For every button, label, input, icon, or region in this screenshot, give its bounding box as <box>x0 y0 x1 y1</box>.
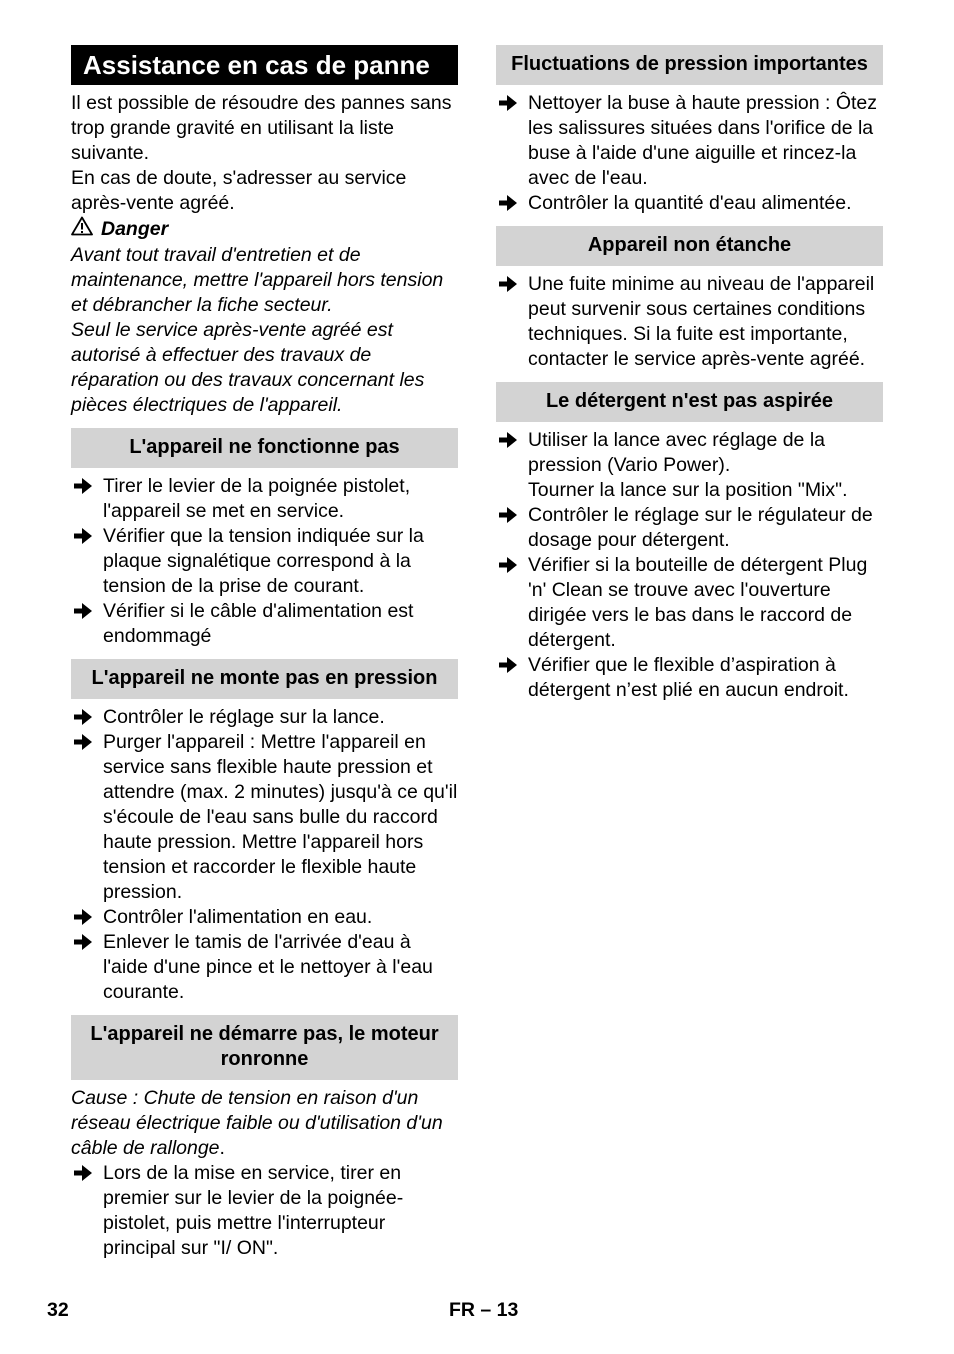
page-number: 32 <box>47 1299 69 1321</box>
arrow-right-icon <box>73 600 93 622</box>
list-item-text: Vérifier que la tension indiquée sur la plaque signalétique correspond à la tension de la prise de courant. <box>103 525 424 597</box>
arrow-right-icon <box>498 654 518 676</box>
arrow-right-icon <box>498 554 518 576</box>
list-item <box>496 91 883 191</box>
arrow-right-icon <box>73 906 93 928</box>
steps-ne-fonctionne-pas <box>71 474 458 649</box>
list-item <box>71 474 458 524</box>
list-item <box>71 730 458 905</box>
list-item <box>71 1161 458 1261</box>
list-item-text: Contrôler la quantité d'eau alimentée. <box>528 192 852 214</box>
arrow-right-icon <box>73 931 93 953</box>
list-item-text: Contrôler le réglage sur le régulateur de dosage pour détergent. <box>528 504 873 551</box>
list-item-text: Vérifier que le flexible d’aspiration à détergent n’est plié en aucun endroit. <box>528 654 849 701</box>
steps-ne-demarre-pas <box>71 1161 458 1261</box>
danger-notice <box>71 216 458 418</box>
section-code: FR – 13 <box>449 1299 519 1321</box>
section-title-fluctuations: Fluctuations de pression importantes <box>496 45 883 85</box>
arrow-right-icon <box>73 475 93 497</box>
list-item-text: Contrôler l'alimentation en eau. <box>103 906 373 928</box>
left-column <box>71 45 458 1261</box>
arrow-right-icon <box>73 706 93 728</box>
steps-detergent <box>496 428 883 703</box>
list-item-text: Enlever le tamis de l'arrivée d'eau à l'aide d'une pince et le nettoyer à l'eau courante. <box>103 931 433 1003</box>
intro-paragraph-1: Il est possible de résoudre des pannes sans trop grande gravité en utilisant la liste suivante. <box>71 92 452 164</box>
arrow-right-icon <box>73 731 93 753</box>
danger-heading <box>71 216 458 243</box>
intro-paragraph-2: En cas de doute, s'adresser au service après-vente agréé. <box>71 167 407 214</box>
list-item-text: Vérifier si le câble d'alimentation est endommagé <box>103 600 414 647</box>
list-item <box>496 191 883 216</box>
list-item <box>496 503 883 553</box>
list-item-text-line2: Tourner la lance sur la position "Mix". <box>528 479 848 501</box>
right-column <box>496 45 883 703</box>
arrow-right-icon <box>498 192 518 214</box>
cause-paragraph <box>71 1086 458 1161</box>
list-item <box>496 428 883 503</box>
list-item <box>71 705 458 730</box>
list-item <box>71 905 458 930</box>
arrow-right-icon <box>73 525 93 547</box>
list-item <box>496 272 883 372</box>
arrow-right-icon <box>498 92 518 114</box>
list-item <box>496 553 883 653</box>
cause-end: . <box>219 1137 225 1159</box>
list-item-text: Tirer le levier de la poignée pistolet, l'appareil se met en service. <box>103 475 411 522</box>
page-title: Assistance en cas de panne <box>71 45 458 85</box>
list-item <box>71 930 458 1005</box>
section-title-ne-fonctionne-pas: L'appareil ne fonctionne pas <box>71 428 458 468</box>
list-item-text: Nettoyer la buse à haute pression : Ôtez les salissures situées dans l'orifice de la buse à l'aide d'une aiguille et rincez-la avec de l'eau. <box>528 92 878 189</box>
list-item <box>71 599 458 649</box>
danger-text-2: Seul le service après-vente agréé est autorisé à effectuer des travaux de réparation ou des travaux concernant les pièces électriques de l'appareil. <box>71 319 425 416</box>
section-title-non-etanche: Appareil non étanche <box>496 226 883 266</box>
list-item-text: Lors de la mise en service, tirer en premier sur le levier de la poignée-pistolet, puis mettre l'interrupteur principal sur "I/ ON". <box>103 1162 404 1259</box>
section-title-ne-demarre-pas: L'appareil ne démarre pas, le moteur ronronne <box>71 1015 458 1080</box>
warning-triangle-icon <box>71 216 101 243</box>
danger-label: Danger <box>101 218 169 240</box>
list-item-text: Purger l'appareil : Mettre l'appareil en service sans flexible haute pression et attendre (max. 2 minutes) jusqu'à ce qu'il s'écoule de l'eau sans bulle du raccord haute pression. Mettre l'appareil hors tension et raccorder le flexible haute pression. <box>103 731 458 903</box>
arrow-right-icon <box>498 429 518 451</box>
section-title-ne-monte-pas: L'appareil ne monte pas en pression <box>71 659 458 699</box>
list-item-text: Une fuite minime au niveau de l'appareil peut survenir sous certaines conditions techniques. Si la fuite est importante, contacter le service après-vente agréé. <box>528 273 875 370</box>
steps-ne-monte-pas <box>71 705 458 1005</box>
arrow-right-icon <box>498 504 518 526</box>
cause-text: Cause : Chute de tension en raison d'un réseau électrique faible ou d'utilisation d'un câble de rallonge <box>71 1087 443 1159</box>
section-title-detergent: Le détergent n'est pas aspirée <box>496 382 883 422</box>
arrow-right-icon <box>498 273 518 295</box>
danger-text-1: Avant tout travail d'entretien et de maintenance, mettre l'appareil hors tension et débrancher la fiche secteur. <box>71 244 444 316</box>
steps-fluctuations <box>496 91 883 216</box>
list-item-text: Contrôler le réglage sur la lance. <box>103 706 385 728</box>
steps-non-etanche <box>496 272 883 372</box>
list-item <box>496 653 883 703</box>
list-item <box>71 524 458 599</box>
arrow-right-icon <box>73 1162 93 1184</box>
list-item-text: Utiliser la lance avec réglage de la pression (Vario Power). <box>528 429 825 476</box>
list-item-text: Vérifier si la bouteille de détergent Plug 'n' Clean se trouve avec l'ouverture dirigée vers le bas dans le raccord de détergent. <box>528 554 868 651</box>
